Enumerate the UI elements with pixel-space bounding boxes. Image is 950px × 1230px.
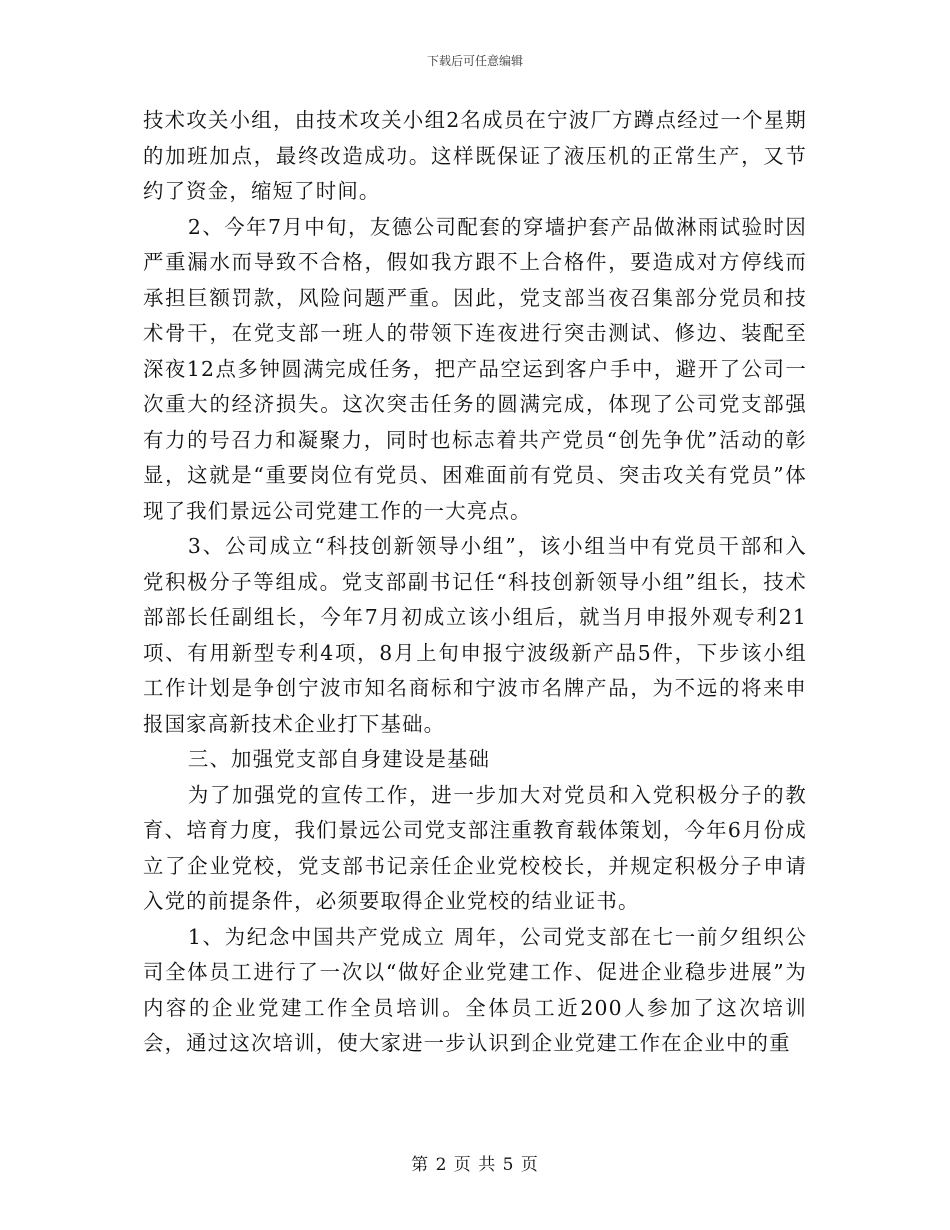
paragraph-continuation: 技术攻关小组，由技术攻关小组2名成员在宁波厂方蹲点经过一个星期的加班加点，最终改造成功。这样既保证了液压机的正常生产，又节约了资金，缩短了时间。 <box>143 108 807 203</box>
document-body <box>143 103 807 1062</box>
section-heading: 三、加强党支部自身建设是基础 <box>187 747 491 771</box>
page-number-footer: 第 2 页 共 5 页 <box>411 1155 539 1175</box>
paragraph-party-school: 为了加强党的宣传工作，进一步加大对党员和入党积极分子的教育、培育力度，我们景远公司党支部注重教育载体策划，今年6月份成立了企业党校，党支部书记亲任企业党校校长，并规定积极分子申请入党的前提条件，必须要取得企业党校的结业证书。 <box>143 782 807 913</box>
paragraph-item-1-training: 1、为纪念中国共产党成立 周年，公司党支部在七一前夕组织公司全体员工进行了一次以“做好企业党建工作、促进企业稳步进展”为内容的企业党建工作全员培训。全体员工近200人参加了这次培训会，通过这次培训，使大家进一步认识到企业党建工作在企业中的重 <box>143 924 807 1055</box>
page-header: 下载后可任意编辑 <box>426 54 523 68</box>
paragraph-item-2: 2、今年7月中旬，友德公司配套的穿墙护套产品做淋雨试验时因严重漏水而导致不合格，假如我方跟不上合格件，要造成对方停线而承担巨额罚款，风险问题严重。因此，党支部当夜召集部分党员和技术骨干，在党支部一班人的带领下连夜进行突击测试、修边、装配至深夜12点多钟圆满完成任务，把产品空运到客户手中，避开了公司一次重大的经济损失。这次突击任务的圆满完成，体现了公司党支部强有力的号召力和凝聚力，同时也标志着共产党员“创先争优”活动的彰显，这就是“重要岗位有党员、困难面前有党员、突击攻关有党员”体现了我们景远公司党建工作的一大亮点。 <box>143 214 807 523</box>
paragraph-item-3: 3、公司成立“科技创新领导小组”，该小组当中有党员干部和入党积极分子等组成。党支部副书记任“科技创新领导小组”组长，技术部部长任副组长，今年7月初成立该小组后，就当月申报外观专利21项、有用新型专利4项，8月上旬申报宁波级新产品5件，下步该小组工作计划是争创宁波市知名商标和宁波市名牌产品，为不远的将来申报国家高新技术企业打下基础。 <box>143 534 807 736</box>
